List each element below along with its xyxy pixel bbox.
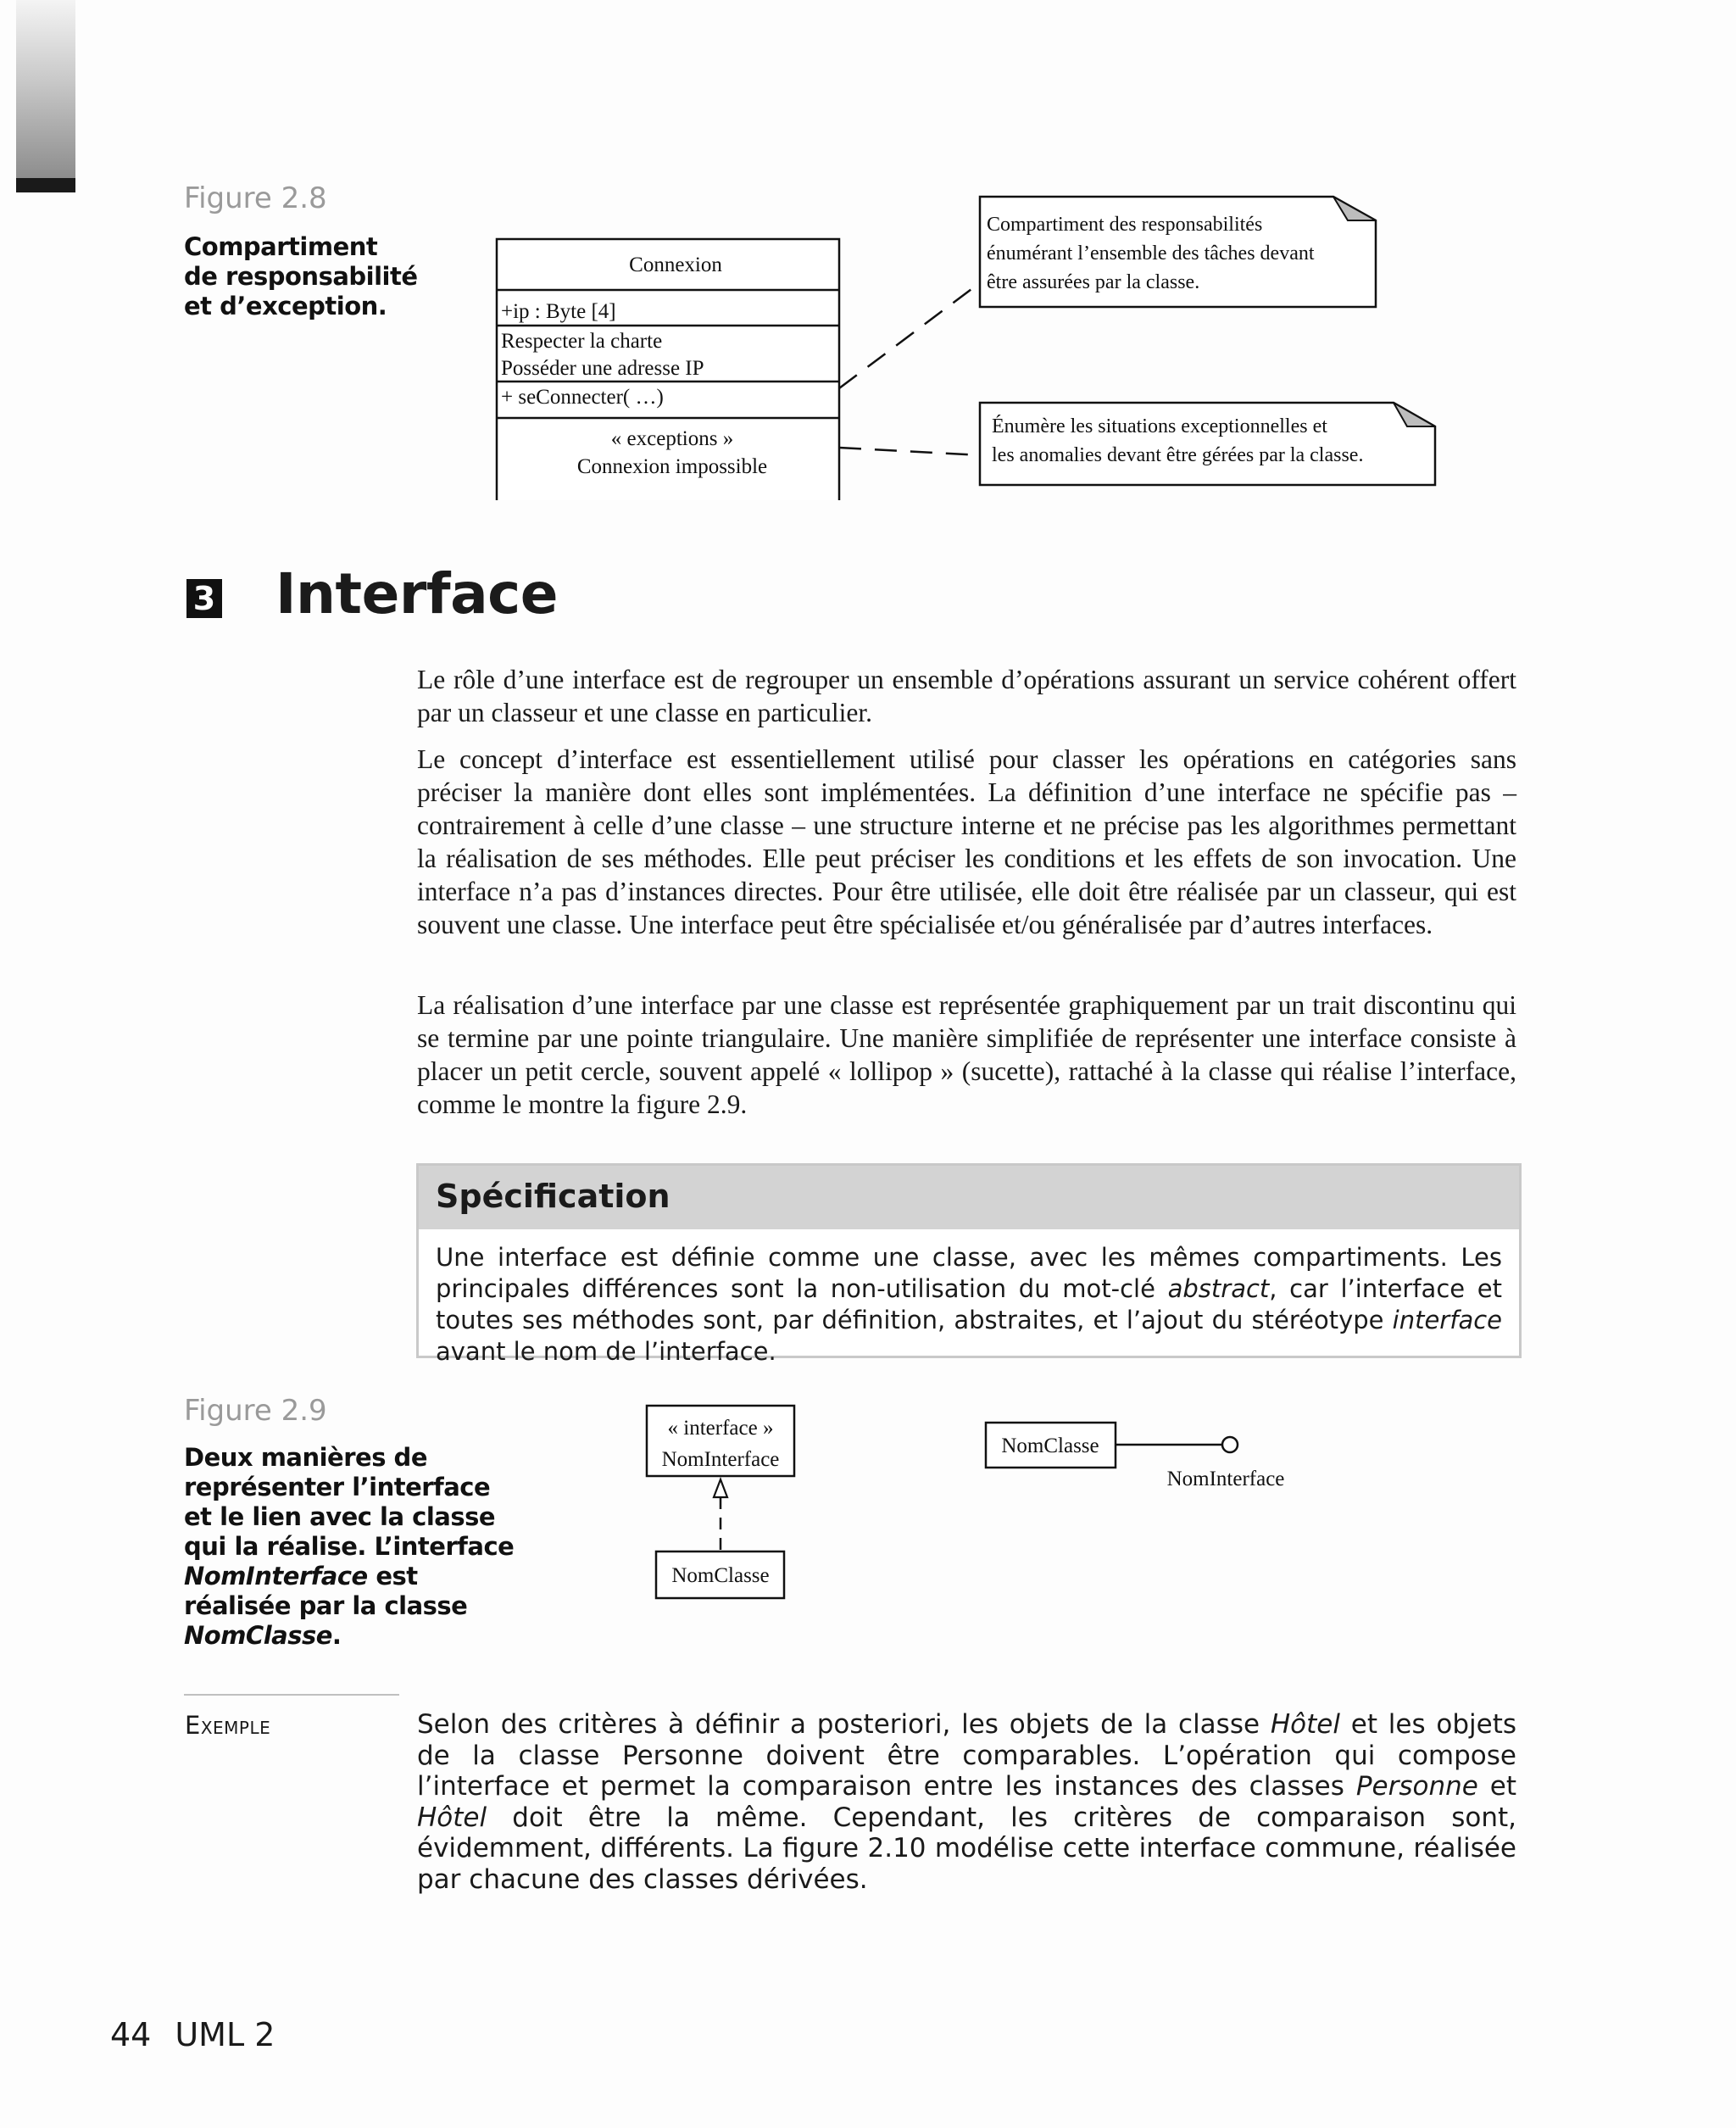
specification-title: Spécification <box>436 1178 670 1215</box>
body-paragraph: Le rôle d’une interface est de regrouper un ensemble d’opérations assurant un service cohérent offert par un classeur et une classe en particulier. <box>417 665 1516 727</box>
note-line: les anomalies devant être gérées par la classe. <box>992 444 1364 466</box>
figure-2-9-diagram <box>627 1390 1390 1611</box>
book-title: UML 2 <box>175 2016 275 2053</box>
caption-line: réalisée par la classe <box>184 1591 468 1620</box>
note-exceptions <box>980 403 1435 485</box>
lollipop-interface-name: NomInterface <box>1166 1468 1285 1490</box>
page-number: 44 <box>110 2016 152 2053</box>
figure-2-8-diagram <box>475 187 1449 500</box>
figure-2-9-number: Figure 2.9 <box>184 1394 327 1428</box>
class-name: NomClasse <box>671 1564 770 1587</box>
section-number: 3 <box>186 579 222 618</box>
caption-line: représenter l’interface <box>184 1473 491 1501</box>
note-line: Compartiment des responsabilités <box>987 214 1263 236</box>
margin-tab-bar <box>16 178 75 192</box>
example-label: Exemple <box>185 1711 271 1740</box>
lollipop-circle <box>1222 1437 1238 1452</box>
figure-2-9-caption <box>184 1443 514 1651</box>
figure-2-8-number: Figure 2.8 <box>184 181 327 215</box>
caption-line: Compartiment <box>184 232 378 261</box>
class-name: Connexion <box>629 253 722 276</box>
connector-responsibilities <box>839 281 982 388</box>
caption-line: et d’exception. <box>184 292 387 320</box>
caption-line: de responsabilité <box>184 262 418 291</box>
responsibility-item: Respecter la charte <box>501 330 663 353</box>
note-line: énumérant l’ensemble des tâches devant <box>987 242 1315 265</box>
figure-2-8-caption <box>184 232 418 321</box>
class-attribute: +ip : Byte [4] <box>501 300 616 323</box>
interface-stereotype: « interface » <box>667 1417 774 1440</box>
example-rule <box>184 1694 399 1696</box>
caption-line: qui la réalise. L’interface <box>184 1532 515 1561</box>
realization-arrowhead <box>714 1479 727 1497</box>
note-responsibilities <box>980 197 1376 307</box>
note-line: être assurées par la classe. <box>987 271 1200 293</box>
example-text: Selon des critères à définir a posteriori, les objets de la classe Hôtel et les objets de la classe Personne doivent être comparables. L’opération qui compose l’interface et permet la comparaison entre les instances des classes Personne et Hôtel doit être la même. Cependant, les critères de comparaison sont, évidemment, différents. La figure 2.10 modélise cette interface commune, réalisée par chacune des classes dérivées. <box>417 1709 1517 1895</box>
caption-line: Deux manières de <box>184 1443 427 1472</box>
connector-exceptions <box>839 448 982 455</box>
page-footer <box>110 2016 298 2053</box>
lollipop-class-name: NomClasse <box>1001 1434 1099 1457</box>
caption-line: et le lien avec la classe <box>184 1502 496 1531</box>
interface-name: NomInterface <box>661 1448 780 1471</box>
exception-item: Connexion impossible <box>576 455 768 478</box>
class-operation: + seConnecter( …) <box>501 386 664 409</box>
exceptions-stereotype: « exceptions » <box>610 427 734 450</box>
section-title: Interface <box>275 561 559 627</box>
body-paragraph: La réalisation d’une interface par une classe est représentée graphiquement par un trait discontinu qui se termine par une pointe triangulaire. Une manière simplifiée de représenter une interface consiste à placer un petit cercle, souvent appelé « lollipop » (sucette), rattaché à la classe qui réalise l’interface, comme le montre la figure 2.9. <box>417 990 1516 1119</box>
caption-line: NomClasse. <box>184 1621 342 1650</box>
specification-text: Une interface est définie comme une classe, avec les mêmes compartiments. Les principales différences sont la non-utilisation du mot-clé abstract, car l’interface et toutes ses méthodes sont, par définition, abstraites, et l’ajout du stéréotype interface avant le nom de l’interface. <box>436 1243 1502 1366</box>
caption-line: NomInterface est <box>184 1562 418 1590</box>
note-line: Énumère les situations exceptionnelles et <box>992 415 1327 437</box>
specification-box <box>416 1163 1522 1366</box>
specification-header <box>419 1166 1519 1229</box>
margin-tab <box>16 0 75 178</box>
responsibility-item: Posséder une adresse IP <box>501 357 704 380</box>
body-paragraph: Le concept d’interface est essentiellement utilisé pour classer les opérations en catégories sans préciser la manière dont elles sont implémentées. La définition d’une interface ne spécifie pas – contrairement à celle d’une classe – une structure interne et ne précise pas les algorithmes permettant la réalisation de ses méthodes. Elle peut préciser les conditions et les effets de son invocation. Une interface n’a pas d’instances directes. Pour être utilisée, elle doit être réalisée par un classeur, qui est souvent une classe. Une interface peut être spécialisée et/ou généralisée par d’autres interfaces. <box>417 744 1516 939</box>
